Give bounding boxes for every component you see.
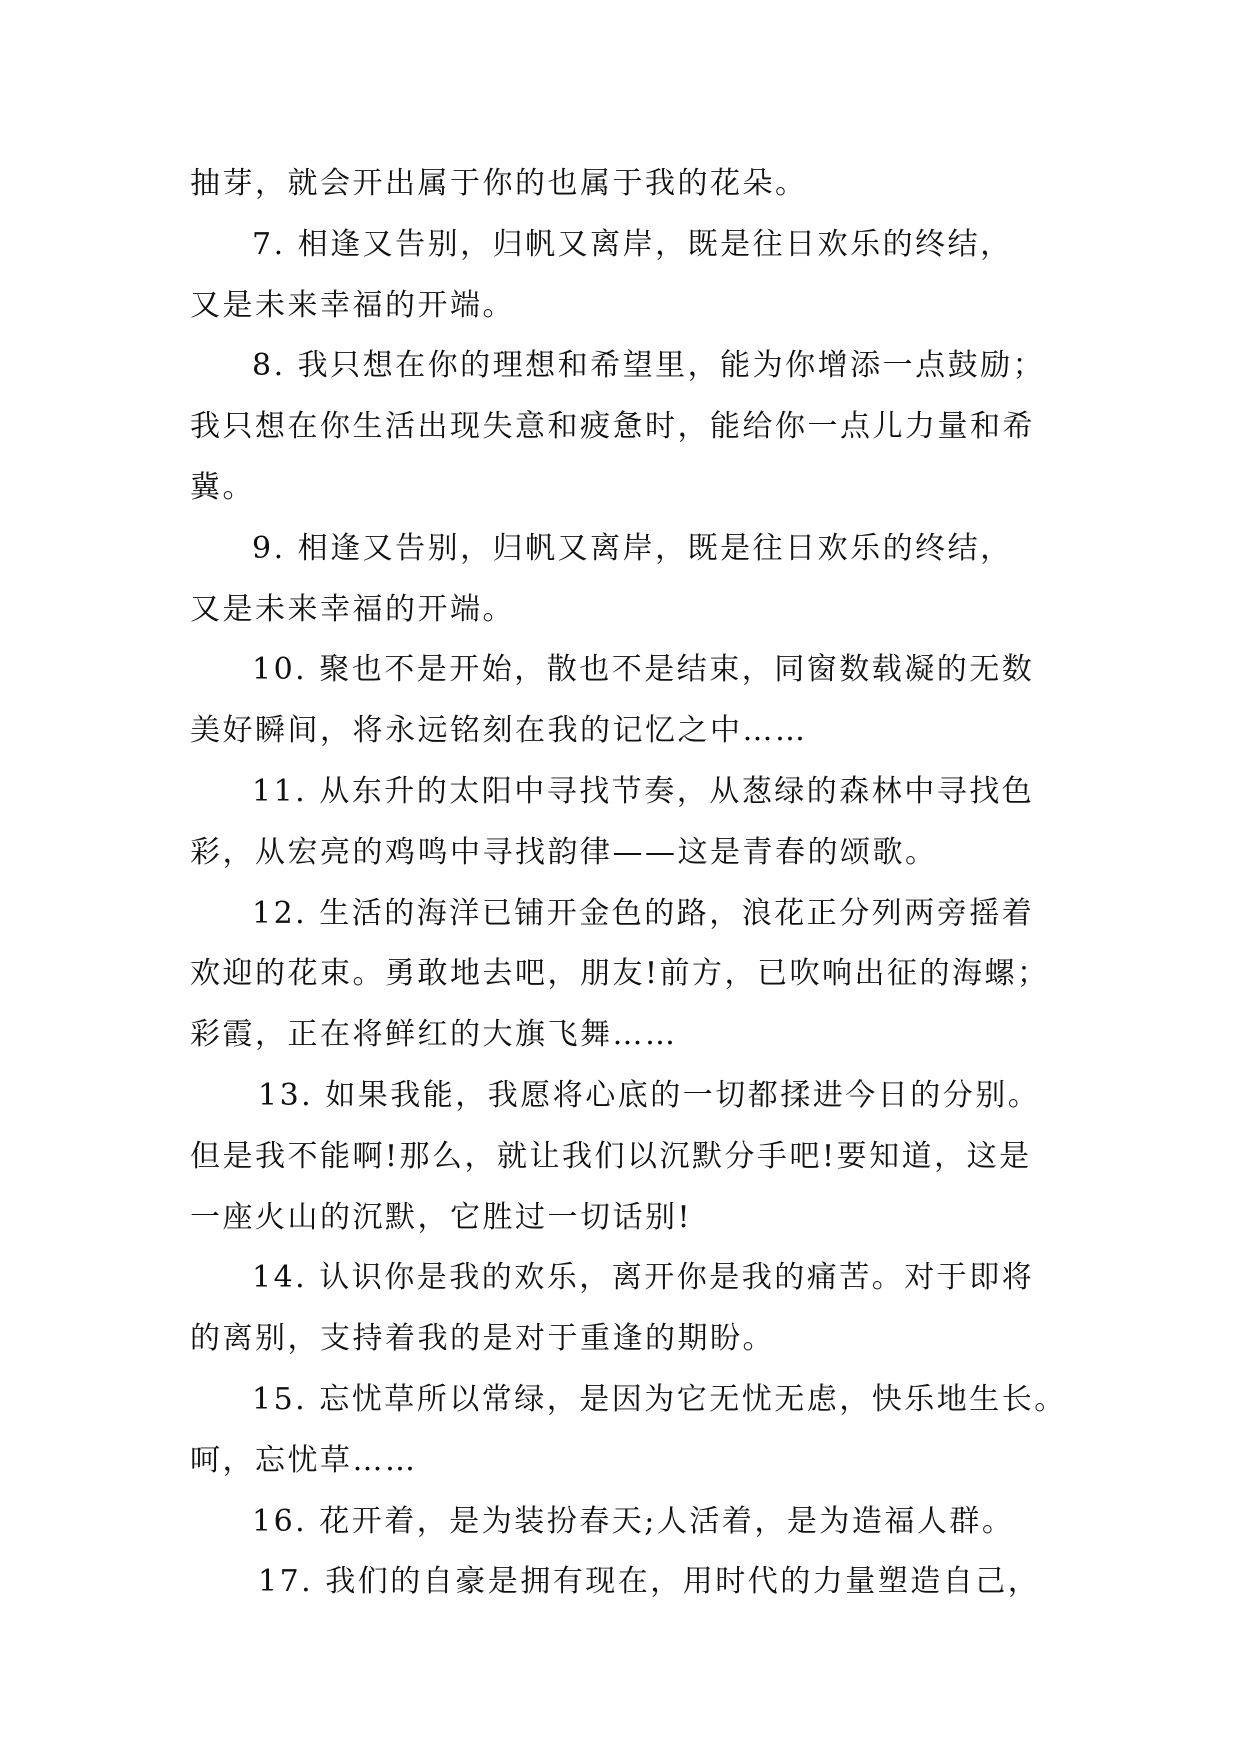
text-line: 13. 如果我能，我愿将心底的一切都揉进今日的分别。 — [258, 1077, 1041, 1113]
text-line: 11. 从东升的太阳中寻找节奏，从葱绿的森林中寻找色 — [252, 773, 1035, 809]
text-line: 又是未来幸福的开端。 — [190, 591, 515, 627]
text-line: 8. 我只想在你的理想和希望里，能为你增添一点鼓励； — [252, 348, 1046, 384]
text-line: 一座火山的沉默，它胜过一切话别! — [190, 1199, 693, 1235]
text-line: 10. 聚也不是开始，散也不是结束，同窗数载凝的无数 — [252, 652, 1035, 688]
text-line: 彩，从宏亮的鸡鸣中寻找韵律——这是青春的颂歌。 — [190, 834, 938, 870]
text-line: 16. 花开着，是为装扮春天;人活着，是为造福人群。 — [252, 1503, 1015, 1539]
text-line: 我只想在你生活出现失意和疲惫时，能给你一点儿力量和希 — [190, 409, 1035, 445]
text-line: 但是我不能啊!那么，就让我们以沉默分手吧!要知道，这是 — [190, 1138, 1032, 1174]
text-line: 9. 相逢又告别，归帆又离岸，既是往日欢乐的终结， — [252, 530, 1013, 566]
text-line: 12. 生活的海洋已铺开金色的路，浪花正分列两旁摇着 — [252, 895, 1035, 931]
text-line: 7. 相逢又告别，归帆又离岸，既是往日欢乐的终结， — [252, 226, 1013, 262]
text-line: 14. 认识你是我的欢乐，离开你是我的痛苦。对于即将 — [252, 1260, 1035, 1296]
text-line: 又是未来幸福的开端。 — [190, 287, 515, 323]
document-body — [190, 154, 1070, 1613]
text-line: 美好瞬间，将永远铭刻在我的记忆之中…… — [190, 713, 808, 749]
text-line: 冀。 — [190, 469, 255, 505]
text-line: 欢迎的花束。勇敢地去吧，朋友!前方，已吹响出征的海螺； — [190, 956, 1050, 992]
text-line: 的离别，支持着我的是对于重逢的期盼。 — [190, 1321, 775, 1357]
text-line: 彩霞，正在将鲜红的大旗飞舞…… — [190, 1017, 678, 1053]
text-line: 抽芽，就会开出属于你的也属于我的花朵。 — [190, 166, 808, 201]
text-line: 17. 我们的自豪是拥有现在，用时代的力量塑造自己， — [258, 1564, 1041, 1600]
text-line: 15. 忘忧草所以常绿，是因为它无忧无虑，快乐地生长。 — [252, 1381, 1067, 1417]
text-line: 呵，忘忧草…… — [190, 1442, 418, 1478]
